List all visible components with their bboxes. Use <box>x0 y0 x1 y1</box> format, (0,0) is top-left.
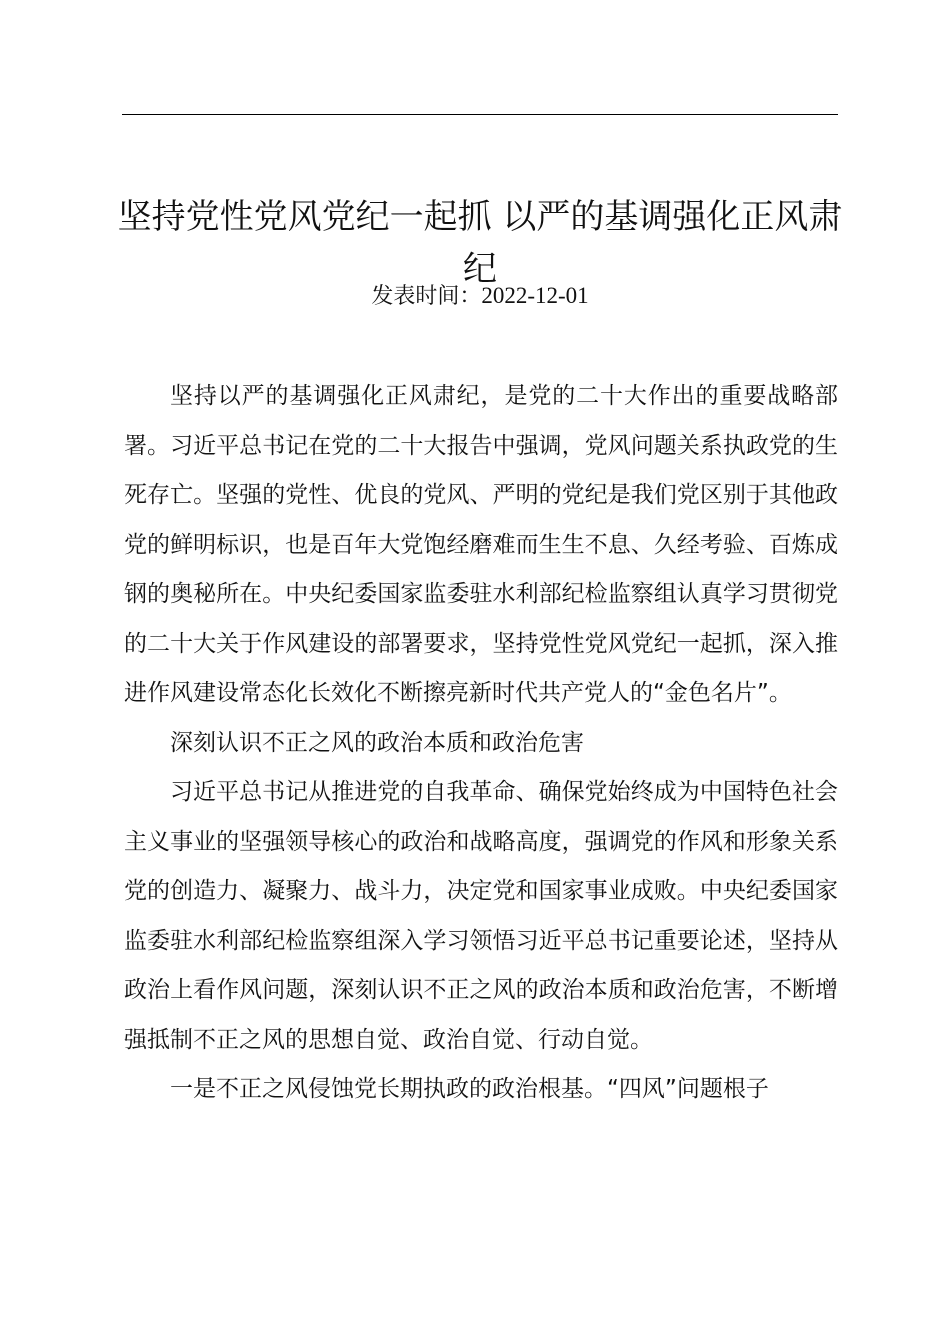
paragraph-intro: 坚持以严的基调强化正风肃纪，是党的二十大作出的重要战略部署。习近平总书记在党的二十大报告中强调，党风问题关系执政党的生死存亡。坚强的党性、优良的党风、严明的党纪是我们党区别于其他政党的鲜明标识，也是百年大党饱经磨难而生生不息、久经考验、百炼成钢的奥秘所在。中央纪委国家监委驻水利部纪检监察组认真学习贯彻党的二十大关于作风建设的部署要求，坚持党性党风党纪一起抓，深入推进作风建设常态化长效化不断擦亮新时代共产党人的“金色名片”。 <box>124 383 838 706</box>
publish-date-value: 2022-12-01 <box>481 283 589 308</box>
paragraph-point-1: 一是不正之风侵蚀党长期执政的政治根基。“四风”问题根子 <box>170 1076 769 1102</box>
publish-date-label: 发表时间： <box>371 284 482 309</box>
paragraph-section-1: 习近平总书记从推进党的自我革命、确保党始终成为中国特色社会主义事业的坚强领导核心的政治和战略高度，强调党的作风和形象关系党的创造力、凝聚力、战斗力，决定党和国家事业成败。中央纪委国家监委驻水利部纪检监察组深入学习领悟习近平总书记重要论述，坚持从政治上看作风问题，深刻认识不正之风的政治本质和政治危害，不断增强抵制不正之风的思想自觉、政治自觉、行动自觉。 <box>124 779 838 1053</box>
section-heading: 深刻认识不正之风的政治本质和政治危害 <box>170 729 584 756</box>
article-body <box>124 372 838 1115</box>
article-title: 坚持党性党风党纪一起抓 以严的基调强化正风肃纪 <box>117 196 843 289</box>
header-rule <box>122 114 838 115</box>
publish-date <box>110 280 850 313</box>
